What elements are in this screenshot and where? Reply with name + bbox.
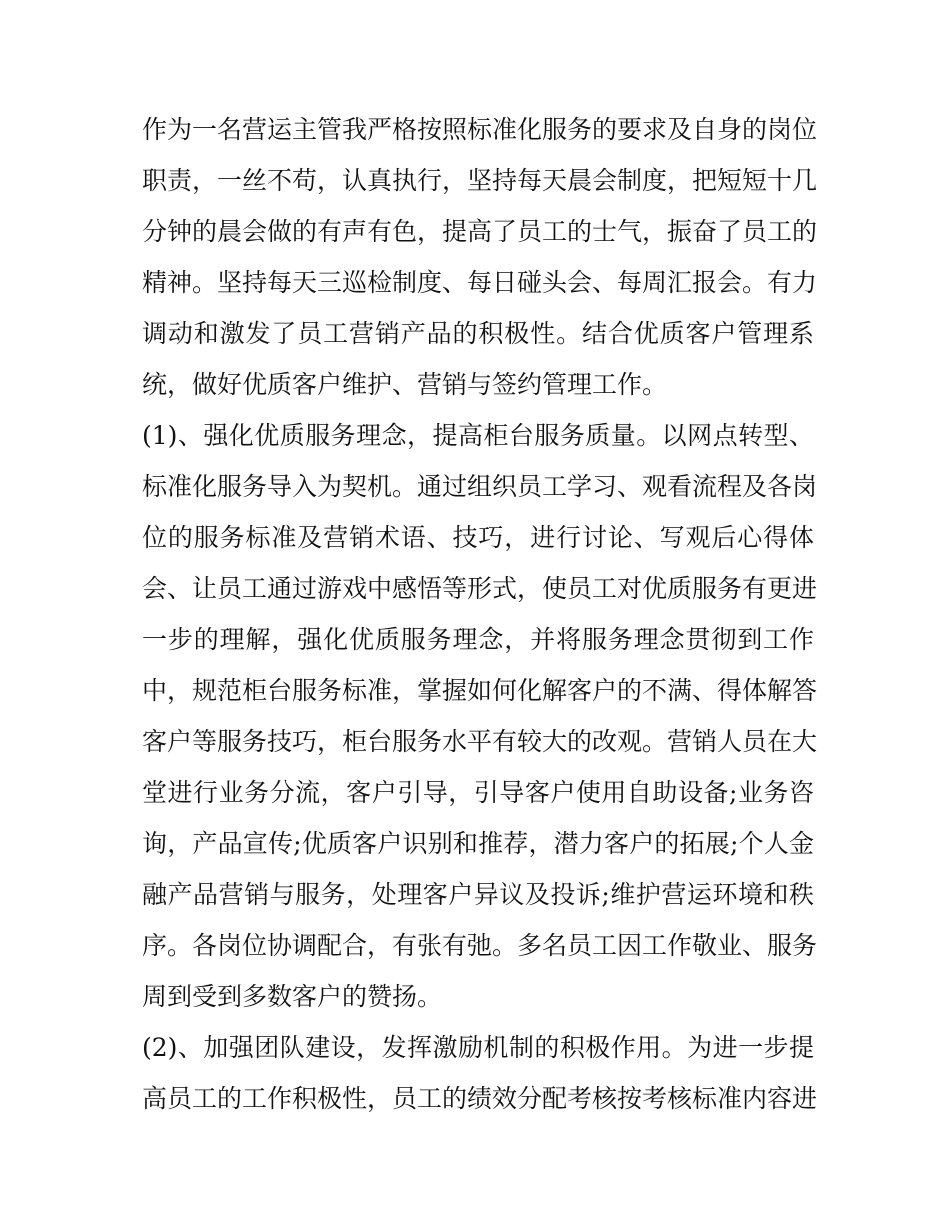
text-line: 高员工的工作积极性，员工的绩效分配考核按考核标准内容进 [142, 1084, 818, 1113]
text-line: 客户等服务技巧，柜台服务水平有较大的改观。营销人员在大 [142, 727, 818, 756]
text-line: (2)、加强团队建设，发挥激励机制的积极作用。为进一步提 [142, 1033, 814, 1062]
text-line: 中，规范柜台服务标准，掌握如何化解客户的不满、得体解答 [142, 676, 818, 705]
paragraph-2 [142, 410, 818, 1022]
text-line: 融产品营销与服务，处理客户异议及投诉;维护营运环境和秩 [142, 880, 814, 909]
text-line: 一步的理解，强化优质服务理念，并将服务理念贯彻到工作 [142, 625, 814, 654]
body-text [142, 104, 818, 1124]
text-line: 分钟的晨会做的有声有色，提高了员工的士气，振奋了员工的 [142, 217, 818, 246]
text-line: 位的服务标准及营销术语、技巧，进行讨论、写观后心得体 [142, 523, 814, 552]
text-line: 精神。坚持每天三巡检制度、每日碰头会、每周汇报会。有力 [142, 268, 818, 297]
text-line: 会、让员工通过游戏中感悟等形式，使员工对优质服务有更进 [142, 574, 818, 603]
text-line: 职责，一丝不苟，认真执行，坚持每天晨会制度，把短短十几 [142, 166, 818, 195]
text-line: 作为一名营运主管我严格按照标准化服务的要求及自身的岗位 [142, 115, 818, 144]
paragraph-3 [142, 1022, 818, 1124]
text-line: 调动和激发了员工营销产品的积极性。结合优质客户管理系 [142, 319, 814, 348]
text-line: 序。各岗位协调配合，有张有弛。多名员工因工作敬业、服务 [142, 931, 818, 960]
paragraph-1 [142, 104, 818, 410]
text-line: 周到受到多数客户的赞扬。 [142, 982, 443, 1011]
text-line: 统，做好优质客户维护、营销与签约管理工作。 [142, 370, 668, 399]
text-line: 询，产品宣传;优质客户识别和推荐，潜力客户的拓展;个人金 [142, 829, 814, 858]
text-line: 标准化服务导入为契机。通过组织员工学习、观看流程及各岗 [142, 472, 818, 501]
text-line: 堂进行业务分流，客户引导，引导客户使用自助设备;业务咨 [142, 778, 814, 807]
text-line: (1)、强化优质服务理念，提高柜台服务质量。以网点转型、 [142, 421, 814, 450]
